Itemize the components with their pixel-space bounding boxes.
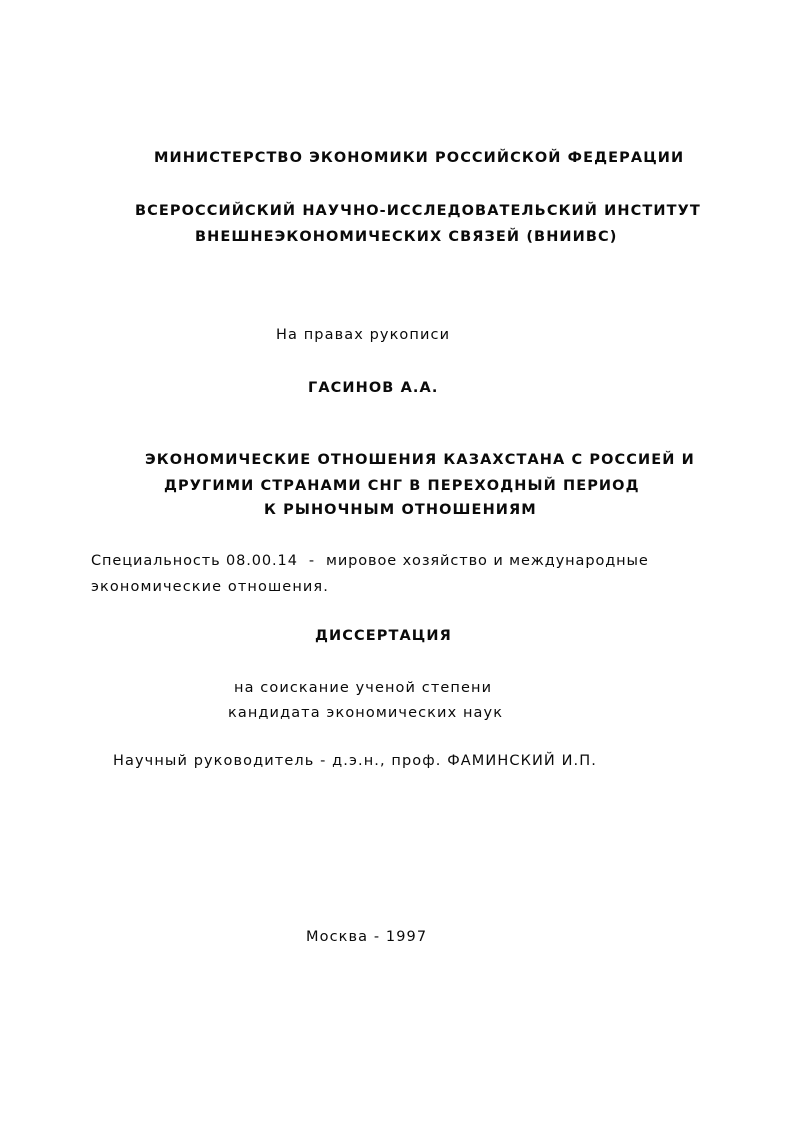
manuscript-note: На правах рукописи bbox=[276, 327, 451, 343]
author-name: ГАСИНОВ А.А. bbox=[308, 380, 439, 396]
document-type: ДИССЕРТАЦИЯ bbox=[315, 628, 452, 644]
degree-line-1: на соискание ученой степени bbox=[234, 680, 493, 696]
city-and-year: Москва - 1997 bbox=[306, 929, 428, 945]
specialty-line-2: экономические отношения. bbox=[91, 579, 329, 595]
ministry-name: МИНИСТЕРСТВО ЭКОНОМИКИ РОССИЙСКОЙ ФЕДЕРАЦИИ bbox=[154, 150, 685, 166]
specialty-line-1: Специальность 08.00.14 - мировое хозяйство и международные bbox=[91, 553, 649, 569]
scientific-supervisor: Научный руководитель - д.э.н., проф. ФАМИНСКИЙ И.П. bbox=[113, 753, 597, 769]
degree-line-2: кандидата экономических наук bbox=[228, 705, 504, 721]
institute-name-line-1: ВСЕРОССИЙСКИЙ НАУЧНО-ИССЛЕДОВАТЕЛЬСКИЙ ИНСТИТУТ bbox=[135, 203, 701, 219]
dissertation-title-line-2: ДРУГИМИ СТРАНАМИ СНГ В ПЕРЕХОДНЫЙ ПЕРИОД bbox=[164, 478, 640, 494]
dissertation-title-line-3: К РЫНОЧНЫМ ОТНОШЕНИЯМ bbox=[264, 502, 537, 518]
dissertation-title-line-1: ЭКОНОМИЧЕСКИЕ ОТНОШЕНИЯ КАЗАХСТАНА С РОССИЕЙ И bbox=[145, 452, 695, 468]
institute-name-line-2: ВНЕШНЕЭКОНОМИЧЕСКИХ СВЯЗЕЙ (ВНИИВС) bbox=[195, 229, 618, 245]
